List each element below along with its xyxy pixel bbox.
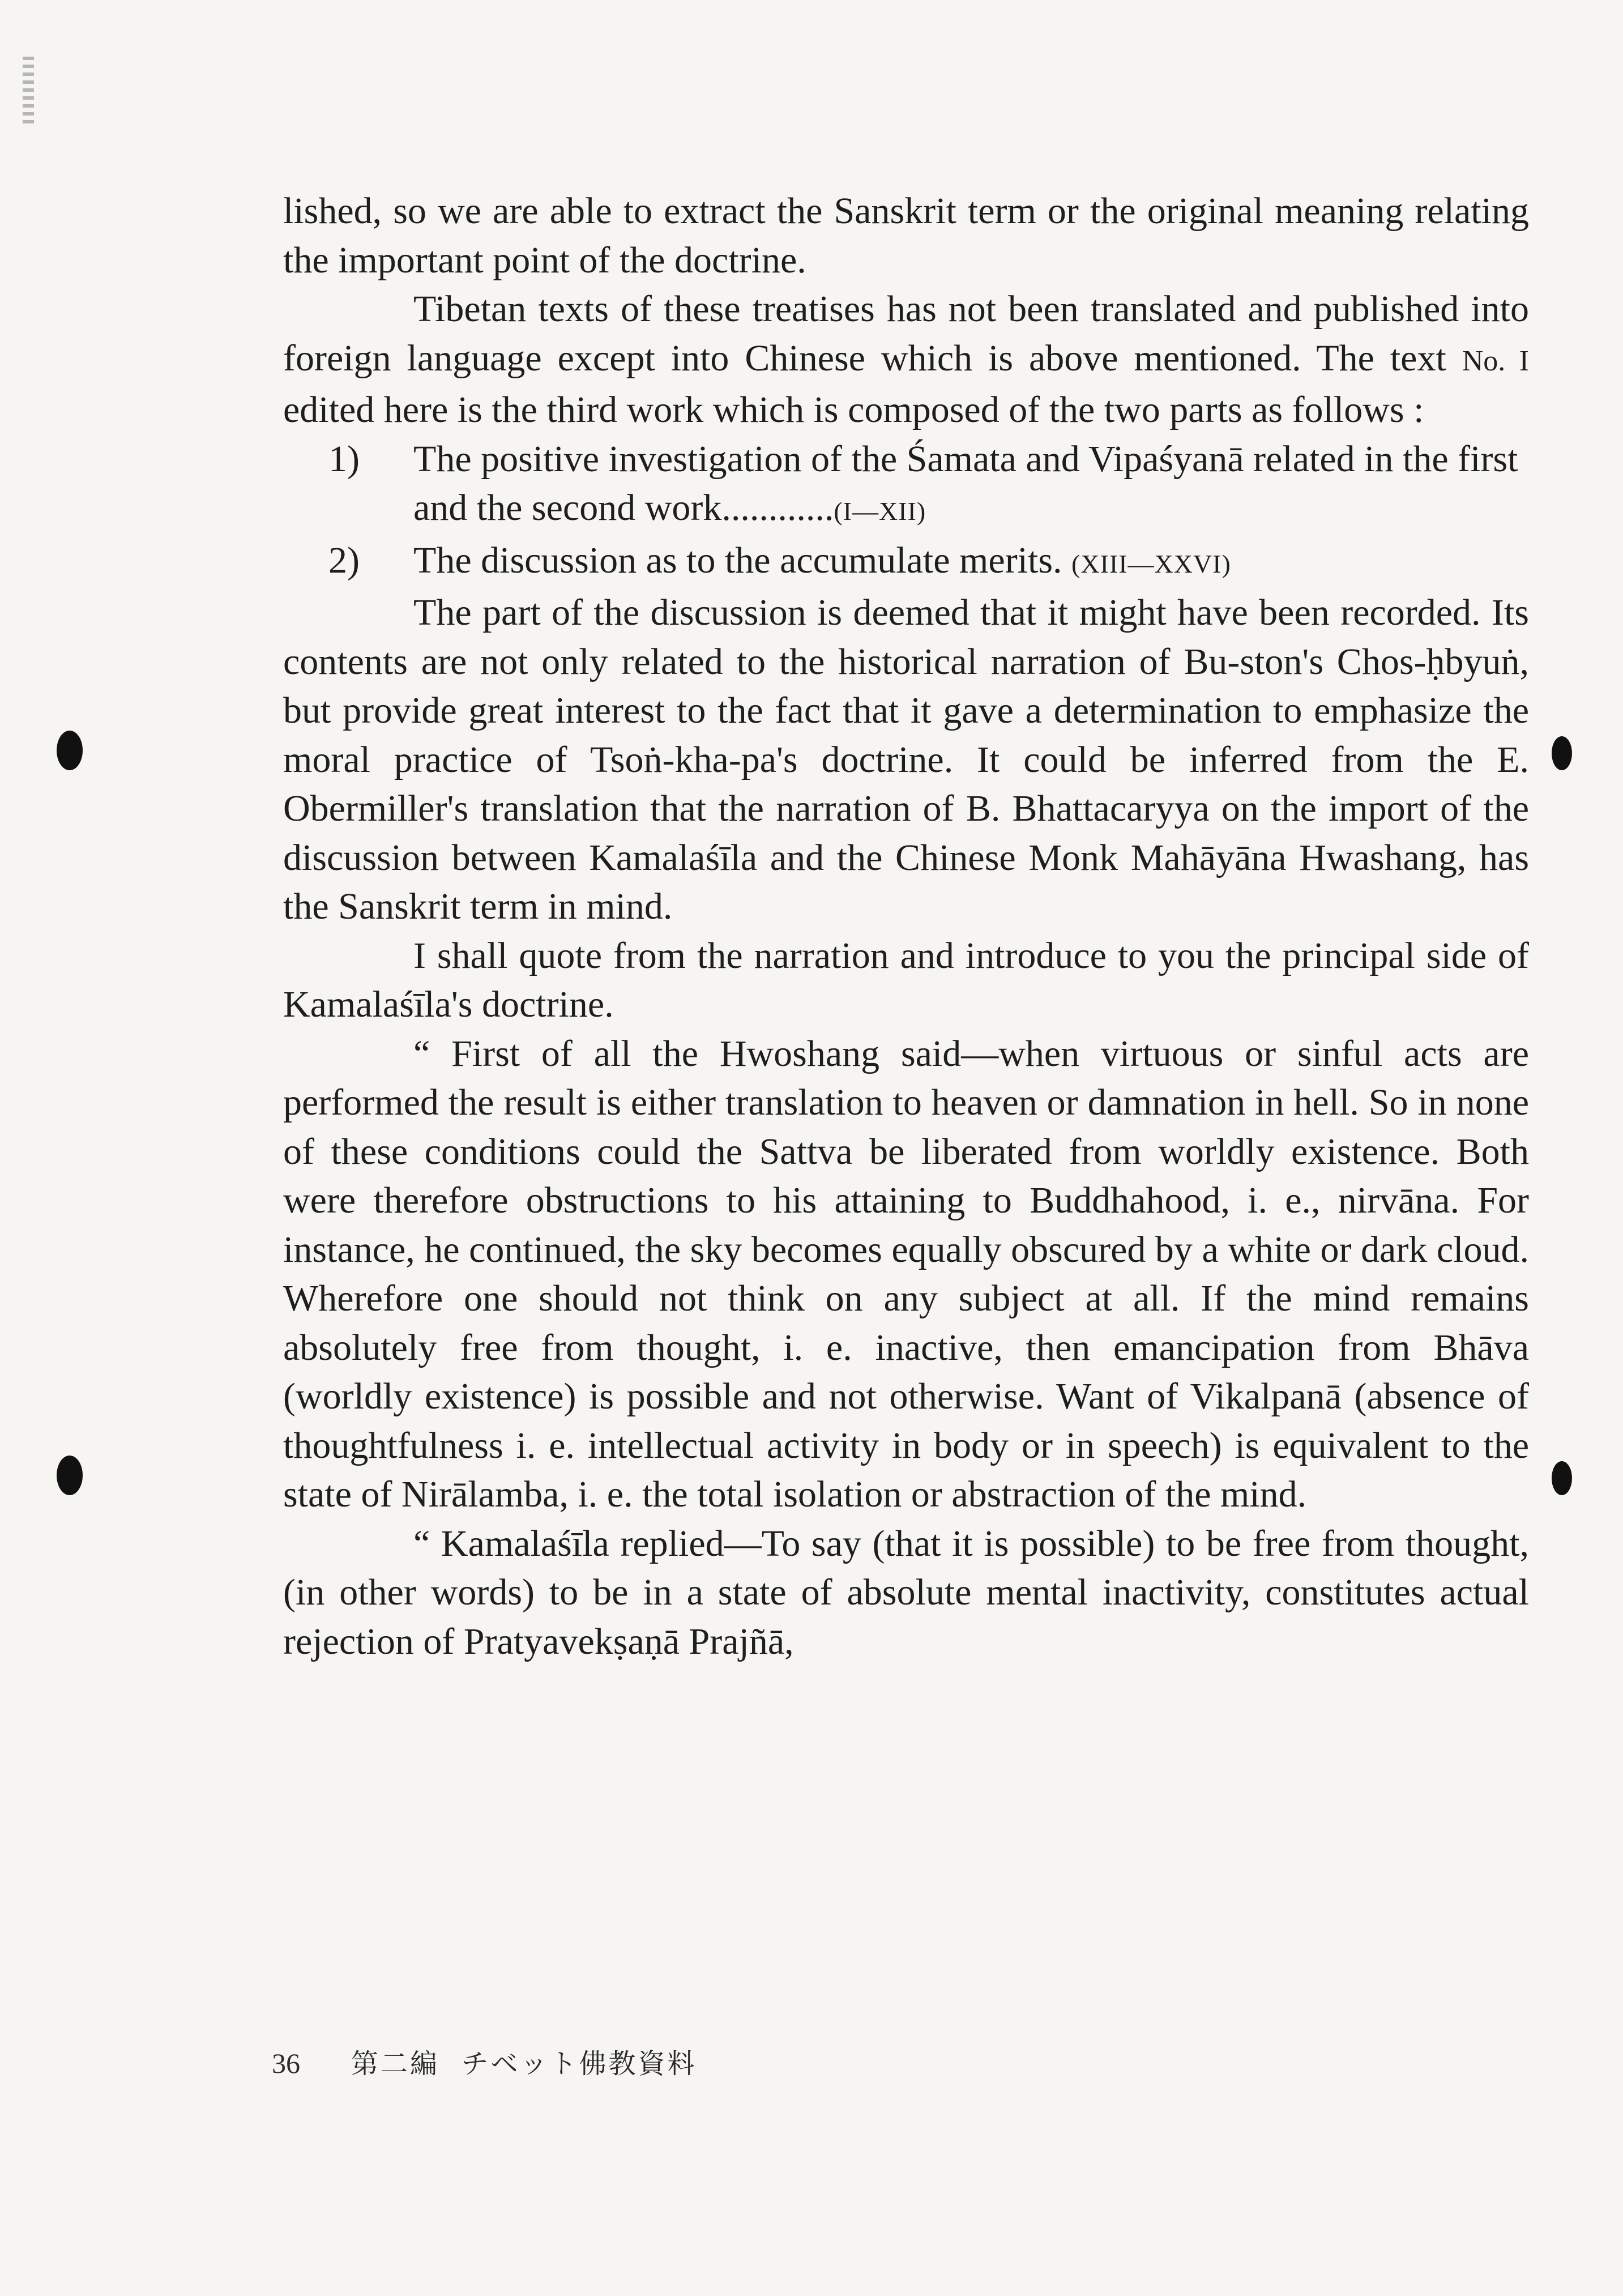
list-reference: (I—XII) — [834, 497, 926, 526]
list-text: The positive investigation of the Śamata and Vipaśyanā related in the first and the second work............ — [413, 438, 1518, 528]
paragraph-2-part-b: edited here is the third work which is composed of the two parts as follows : — [283, 389, 1424, 430]
list-item — [283, 536, 1529, 589]
scan-artifact — [23, 57, 34, 125]
book-title: チベット佛教資料 — [461, 2048, 697, 2080]
list-number: 2) — [328, 539, 360, 581]
binding-hole — [57, 731, 83, 770]
page-number: 36 — [272, 2047, 300, 2079]
paragraph-3: The part of the discussion is deemed that it might have been recorded. Its contents are not only related to the historical narration of Bu-ston's Chos-ḥbyuṅ, but provide great interest to the fact that it gave a determination to emphasize the moral practice of Tsoṅ-kha-pa's doctrine. It could be inferred from the E. Obermiller's translation that the narration of B. Bhattacaryya on the import of the discussion between Kamalaśīla and the Chinese Monk Mahāyāna Hwashang, has the Sanskrit term in mind. — [283, 592, 1529, 927]
paragraph-4: I shall quote from the narration and introduce to you the principal side of Kamalaśīla's doctrine. — [283, 934, 1529, 1025]
list-reference: (XIII—XXVI) — [1071, 549, 1231, 578]
body-text — [283, 187, 1529, 1666]
binding-hole — [1552, 1461, 1572, 1495]
section-label: 第二編 — [351, 2048, 440, 2080]
footer-section — [351, 2042, 697, 2081]
paragraph-2 — [283, 285, 1529, 435]
paragraph-2-part-a: Tibetan texts of these treatises has not been translated and published into foreign language except into Chinese which is above mentioned. The text — [283, 288, 1529, 379]
paragraph-1: lished, so we are able to extract the Sanskrit term or the original meaning relating the important point of the doctrine. — [283, 190, 1529, 281]
binding-hole — [1552, 736, 1572, 770]
paragraph-6-quote: “ Kamalaśīla replied—To say (that it is possible) to be free from thought, (in other words) to be in a state of absolute mental inactivity, constitutes actual rejection of Pratyavekṣaṇā Prajñā, — [283, 1522, 1529, 1662]
paragraph-5-quote: “ First of all the Hwoshang said—when virtuous or sinful acts are performed the result is either translation to heaven or damnation in hell. So in none of these conditions could the Sattva be liberated from worldly existence. Both were therefore obstructions to his attaining to Buddhahood, i. e., nirvāna. For instance, he continued, the sky becomes equally obscured by a white or dark cloud. Wherefore one should not think on any subject at all. If the mind remains absolutely free from thought, i. e. inactive, then emancipation from Bhāva (worldly existence) is possible and not otherwise. Want of Vikalpanā (absence of thoughtfulness i. e. intellectual activity in body or in speech) is equivalent to the state of Nirālamba, i. e. the total isolation or abstraction of the mind. — [283, 1032, 1529, 1515]
list-item — [283, 435, 1529, 536]
page-footer — [272, 2042, 697, 2081]
list-text: The discussion as to the accumulate merits. — [413, 539, 1072, 581]
binding-hole — [57, 1456, 83, 1495]
text-number: No. I — [1462, 344, 1529, 377]
list-number: 1) — [328, 438, 360, 480]
